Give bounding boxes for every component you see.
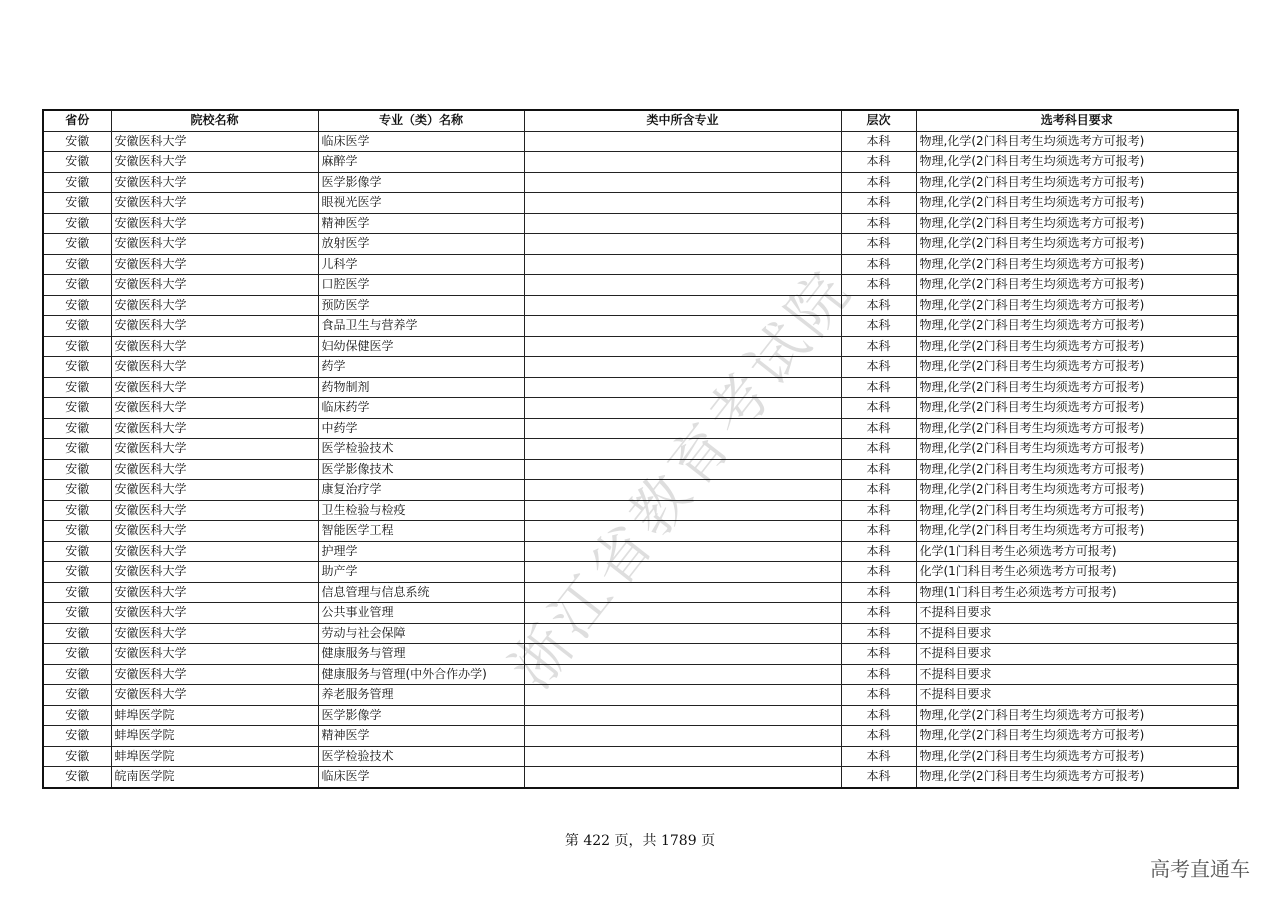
cell-province: 安徽 <box>43 234 111 255</box>
cell-subject-requirement: 不提科目要求 <box>916 603 1238 624</box>
cell-level: 本科 <box>841 664 916 685</box>
cell-school: 安徽医科大学 <box>111 439 318 460</box>
page-number-footer: 第 422 页，共 1789 页 <box>564 833 716 849</box>
table-row <box>43 152 1238 173</box>
cell-subject-requirement: 物理,化学(2门科目考生均须选考方可报考) <box>916 336 1238 357</box>
cell-school: 安徽医科大学 <box>111 213 318 234</box>
cell-major: 精神医学 <box>318 726 524 747</box>
cell-province: 安徽 <box>43 254 111 275</box>
cell-level: 本科 <box>841 377 916 398</box>
table-row <box>43 644 1238 665</box>
cell-level: 本科 <box>841 439 916 460</box>
cell-province: 安徽 <box>43 295 111 316</box>
cell-major: 口腔医学 <box>318 275 524 296</box>
cell-subject-requirement: 物理,化学(2门科目考生均须选考方可报考) <box>916 767 1238 788</box>
cell-major: 药物制剂 <box>318 377 524 398</box>
cell-subject-requirement: 不提科目要求 <box>916 664 1238 685</box>
cell-major: 临床医学 <box>318 131 524 152</box>
table-row <box>43 316 1238 337</box>
cell-province: 安徽 <box>43 746 111 767</box>
cell-level: 本科 <box>841 521 916 542</box>
cell-level: 本科 <box>841 193 916 214</box>
cell-province: 安徽 <box>43 623 111 644</box>
col-header-subject-requirement: 选考科目要求 <box>916 110 1238 131</box>
col-header-school: 院校名称 <box>111 110 318 131</box>
table-row <box>43 234 1238 255</box>
cell-included-majors <box>524 234 841 255</box>
cell-included-majors <box>524 541 841 562</box>
cell-school: 安徽医科大学 <box>111 541 318 562</box>
cell-subject-requirement: 物理,化学(2门科目考生均须选考方可报考) <box>916 377 1238 398</box>
cell-school: 皖南医学院 <box>111 767 318 788</box>
cell-included-majors <box>524 377 841 398</box>
cell-included-majors <box>524 398 841 419</box>
cell-school: 安徽医科大学 <box>111 582 318 603</box>
cell-province: 安徽 <box>43 459 111 480</box>
cell-major: 助产学 <box>318 562 524 583</box>
cell-province: 安徽 <box>43 336 111 357</box>
table-row <box>43 500 1238 521</box>
cell-major: 妇幼保健医学 <box>318 336 524 357</box>
cell-level: 本科 <box>841 275 916 296</box>
cell-subject-requirement: 物理,化学(2门科目考生均须选考方可报考) <box>916 746 1238 767</box>
admission-requirements-table <box>42 109 1239 789</box>
cell-province: 安徽 <box>43 603 111 624</box>
table-row <box>43 439 1238 460</box>
cell-level: 本科 <box>841 767 916 788</box>
cell-province: 安徽 <box>43 582 111 603</box>
cell-school: 安徽医科大学 <box>111 398 318 419</box>
cell-school: 安徽医科大学 <box>111 623 318 644</box>
cell-province: 安徽 <box>43 541 111 562</box>
table-row <box>43 562 1238 583</box>
cell-level: 本科 <box>841 500 916 521</box>
watermark: 浙江省教育考试院 <box>497 255 866 701</box>
cell-province: 安徽 <box>43 357 111 378</box>
cell-school: 安徽医科大学 <box>111 316 318 337</box>
cell-province: 安徽 <box>43 685 111 706</box>
cell-major: 眼视光医学 <box>318 193 524 214</box>
cell-subject-requirement: 物理,化学(2门科目考生均须选考方可报考) <box>916 234 1238 255</box>
cell-province: 安徽 <box>43 767 111 788</box>
cell-school: 安徽医科大学 <box>111 193 318 214</box>
cell-included-majors <box>524 316 841 337</box>
cell-included-majors <box>524 418 841 439</box>
cell-included-majors <box>524 644 841 665</box>
cell-school: 安徽医科大学 <box>111 131 318 152</box>
cell-subject-requirement: 物理,化学(2门科目考生均须选考方可报考) <box>916 521 1238 542</box>
cell-included-majors <box>524 254 841 275</box>
cell-province: 安徽 <box>43 398 111 419</box>
cell-subject-requirement: 物理,化学(2门科目考生均须选考方可报考) <box>916 152 1238 173</box>
cell-level: 本科 <box>841 644 916 665</box>
cell-subject-requirement: 不提科目要求 <box>916 644 1238 665</box>
brand-logo-text: 高考直通车 <box>1150 857 1250 881</box>
cell-school: 蚌埠医学院 <box>111 705 318 726</box>
cell-included-majors <box>524 131 841 152</box>
table-row <box>43 603 1238 624</box>
cell-level: 本科 <box>841 746 916 767</box>
cell-province: 安徽 <box>43 418 111 439</box>
cell-major: 智能医学工程 <box>318 521 524 542</box>
cell-school: 安徽医科大学 <box>111 357 318 378</box>
cell-level: 本科 <box>841 459 916 480</box>
cell-included-majors <box>524 357 841 378</box>
cell-province: 安徽 <box>43 213 111 234</box>
cell-subject-requirement: 物理(1门科目考生必须选考方可报考) <box>916 582 1238 603</box>
cell-subject-requirement: 化学(1门科目考生必须选考方可报考) <box>916 541 1238 562</box>
table-row <box>43 213 1238 234</box>
cell-province: 安徽 <box>43 664 111 685</box>
cell-included-majors <box>524 459 841 480</box>
cell-included-majors <box>524 439 841 460</box>
cell-level: 本科 <box>841 480 916 501</box>
cell-school: 蚌埠医学院 <box>111 746 318 767</box>
cell-level: 本科 <box>841 582 916 603</box>
cell-level: 本科 <box>841 705 916 726</box>
table-body <box>43 131 1238 788</box>
cell-level: 本科 <box>841 172 916 193</box>
cell-major: 食品卫生与营养学 <box>318 316 524 337</box>
cell-school: 安徽医科大学 <box>111 521 318 542</box>
cell-subject-requirement: 物理,化学(2门科目考生均须选考方可报考) <box>916 705 1238 726</box>
cell-major: 劳动与社会保障 <box>318 623 524 644</box>
cell-school: 安徽医科大学 <box>111 172 318 193</box>
cell-major: 医学影像技术 <box>318 459 524 480</box>
cell-major: 药学 <box>318 357 524 378</box>
cell-subject-requirement: 物理,化学(2门科目考生均须选考方可报考) <box>916 480 1238 501</box>
cell-level: 本科 <box>841 131 916 152</box>
cell-major: 康复治疗学 <box>318 480 524 501</box>
cell-province: 安徽 <box>43 439 111 460</box>
cell-school: 安徽医科大学 <box>111 664 318 685</box>
cell-subject-requirement: 物理,化学(2门科目考生均须选考方可报考) <box>916 439 1238 460</box>
cell-level: 本科 <box>841 254 916 275</box>
cell-level: 本科 <box>841 357 916 378</box>
cell-included-majors <box>524 746 841 767</box>
cell-subject-requirement: 物理,化学(2门科目考生均须选考方可报考) <box>916 193 1238 214</box>
cell-subject-requirement: 物理,化学(2门科目考生均须选考方可报考) <box>916 726 1238 747</box>
cell-school: 安徽医科大学 <box>111 254 318 275</box>
cell-major: 儿科学 <box>318 254 524 275</box>
cell-school: 安徽医科大学 <box>111 418 318 439</box>
cell-major: 健康服务与管理(中外合作办学) <box>318 664 524 685</box>
table-row <box>43 582 1238 603</box>
cell-major: 麻醉学 <box>318 152 524 173</box>
cell-included-majors <box>524 603 841 624</box>
cell-school: 安徽医科大学 <box>111 336 318 357</box>
cell-included-majors <box>524 705 841 726</box>
cell-included-majors <box>524 193 841 214</box>
cell-level: 本科 <box>841 152 916 173</box>
cell-school: 安徽医科大学 <box>111 562 318 583</box>
cell-school: 安徽医科大学 <box>111 685 318 706</box>
cell-province: 安徽 <box>43 480 111 501</box>
cell-included-majors <box>524 521 841 542</box>
cell-school: 安徽医科大学 <box>111 377 318 398</box>
cell-province: 安徽 <box>43 193 111 214</box>
table-row <box>43 357 1238 378</box>
cell-province: 安徽 <box>43 644 111 665</box>
cell-included-majors <box>524 664 841 685</box>
cell-included-majors <box>524 152 841 173</box>
cell-included-majors <box>524 336 841 357</box>
table-row <box>43 254 1238 275</box>
cell-included-majors <box>524 295 841 316</box>
cell-major: 医学检验技术 <box>318 746 524 767</box>
cell-level: 本科 <box>841 295 916 316</box>
cell-school: 安徽医科大学 <box>111 234 318 255</box>
cell-included-majors <box>524 213 841 234</box>
cell-major: 信息管理与信息系统 <box>318 582 524 603</box>
cell-school: 安徽医科大学 <box>111 459 318 480</box>
cell-major: 精神医学 <box>318 213 524 234</box>
cell-included-majors <box>524 500 841 521</box>
cell-school: 安徽医科大学 <box>111 275 318 296</box>
cell-province: 安徽 <box>43 152 111 173</box>
table-row <box>43 746 1238 767</box>
table-row <box>43 767 1238 788</box>
table-header <box>43 110 1238 131</box>
cell-subject-requirement: 物理,化学(2门科目考生均须选考方可报考) <box>916 500 1238 521</box>
cell-school: 安徽医科大学 <box>111 644 318 665</box>
cell-subject-requirement: 物理,化学(2门科目考生均须选考方可报考) <box>916 357 1238 378</box>
table-row <box>43 275 1238 296</box>
cell-included-majors <box>524 623 841 644</box>
table-row <box>43 418 1238 439</box>
cell-school: 蚌埠医学院 <box>111 726 318 747</box>
cell-included-majors <box>524 562 841 583</box>
table-row <box>43 685 1238 706</box>
cell-major: 医学检验技术 <box>318 439 524 460</box>
cell-level: 本科 <box>841 685 916 706</box>
table-row <box>43 193 1238 214</box>
cell-level: 本科 <box>841 541 916 562</box>
cell-subject-requirement: 物理,化学(2门科目考生均须选考方可报考) <box>916 459 1238 480</box>
cell-major: 放射医学 <box>318 234 524 255</box>
cell-level: 本科 <box>841 418 916 439</box>
table-row <box>43 377 1238 398</box>
table-row <box>43 664 1238 685</box>
cell-province: 安徽 <box>43 726 111 747</box>
cell-province: 安徽 <box>43 500 111 521</box>
cell-subject-requirement: 物理,化学(2门科目考生均须选考方可报考) <box>916 172 1238 193</box>
header-row <box>43 110 1238 131</box>
cell-level: 本科 <box>841 562 916 583</box>
cell-included-majors <box>524 480 841 501</box>
cell-subject-requirement: 物理,化学(2门科目考生均须选考方可报考) <box>916 275 1238 296</box>
col-header-province: 省份 <box>43 110 111 131</box>
cell-major: 中药学 <box>318 418 524 439</box>
cell-major: 预防医学 <box>318 295 524 316</box>
col-header-level: 层次 <box>841 110 916 131</box>
cell-subject-requirement: 物理,化学(2门科目考生均须选考方可报考) <box>916 254 1238 275</box>
table-row <box>43 541 1238 562</box>
cell-subject-requirement: 物理,化学(2门科目考生均须选考方可报考) <box>916 131 1238 152</box>
cell-included-majors <box>524 172 841 193</box>
table-row <box>43 521 1238 542</box>
cell-level: 本科 <box>841 726 916 747</box>
table-row <box>43 705 1238 726</box>
table-row <box>43 398 1238 419</box>
cell-school: 安徽医科大学 <box>111 295 318 316</box>
cell-province: 安徽 <box>43 377 111 398</box>
cell-school: 安徽医科大学 <box>111 500 318 521</box>
col-header-included-majors: 类中所含专业 <box>524 110 841 131</box>
cell-school: 安徽医科大学 <box>111 480 318 501</box>
cell-included-majors <box>524 726 841 747</box>
cell-level: 本科 <box>841 336 916 357</box>
cell-major: 健康服务与管理 <box>318 644 524 665</box>
table-row <box>43 131 1238 152</box>
table-row <box>43 336 1238 357</box>
cell-subject-requirement: 物理,化学(2门科目考生均须选考方可报考) <box>916 213 1238 234</box>
table-row <box>43 480 1238 501</box>
cell-province: 安徽 <box>43 562 111 583</box>
cell-major: 公共事业管理 <box>318 603 524 624</box>
cell-level: 本科 <box>841 623 916 644</box>
cell-subject-requirement: 化学(1门科目考生必须选考方可报考) <box>916 562 1238 583</box>
cell-major: 卫生检验与检疫 <box>318 500 524 521</box>
cell-province: 安徽 <box>43 172 111 193</box>
table-row <box>43 726 1238 747</box>
cell-subject-requirement: 物理,化学(2门科目考生均须选考方可报考) <box>916 295 1238 316</box>
table-row <box>43 623 1238 644</box>
cell-major: 养老服务管理 <box>318 685 524 706</box>
cell-level: 本科 <box>841 213 916 234</box>
cell-subject-requirement: 物理,化学(2门科目考生均须选考方可报考) <box>916 418 1238 439</box>
cell-major: 临床医学 <box>318 767 524 788</box>
cell-included-majors <box>524 275 841 296</box>
cell-province: 安徽 <box>43 705 111 726</box>
cell-province: 安徽 <box>43 275 111 296</box>
cell-major: 临床药学 <box>318 398 524 419</box>
cell-subject-requirement: 不提科目要求 <box>916 685 1238 706</box>
cell-school: 安徽医科大学 <box>111 603 318 624</box>
table-row <box>43 295 1238 316</box>
cell-major: 护理学 <box>318 541 524 562</box>
cell-included-majors <box>524 582 841 603</box>
cell-included-majors <box>524 685 841 706</box>
table-row <box>43 459 1238 480</box>
cell-level: 本科 <box>841 316 916 337</box>
cell-major: 医学影像学 <box>318 705 524 726</box>
cell-province: 安徽 <box>43 131 111 152</box>
cell-included-majors <box>524 767 841 788</box>
cell-province: 安徽 <box>43 521 111 542</box>
cell-province: 安徽 <box>43 316 111 337</box>
cell-subject-requirement: 物理,化学(2门科目考生均须选考方可报考) <box>916 316 1238 337</box>
table-row <box>43 172 1238 193</box>
cell-subject-requirement: 物理,化学(2门科目考生均须选考方可报考) <box>916 398 1238 419</box>
cell-subject-requirement: 不提科目要求 <box>916 623 1238 644</box>
cell-level: 本科 <box>841 603 916 624</box>
cell-major: 医学影像学 <box>318 172 524 193</box>
cell-level: 本科 <box>841 234 916 255</box>
cell-school: 安徽医科大学 <box>111 152 318 173</box>
cell-level: 本科 <box>841 398 916 419</box>
col-header-major: 专业（类）名称 <box>318 110 524 131</box>
